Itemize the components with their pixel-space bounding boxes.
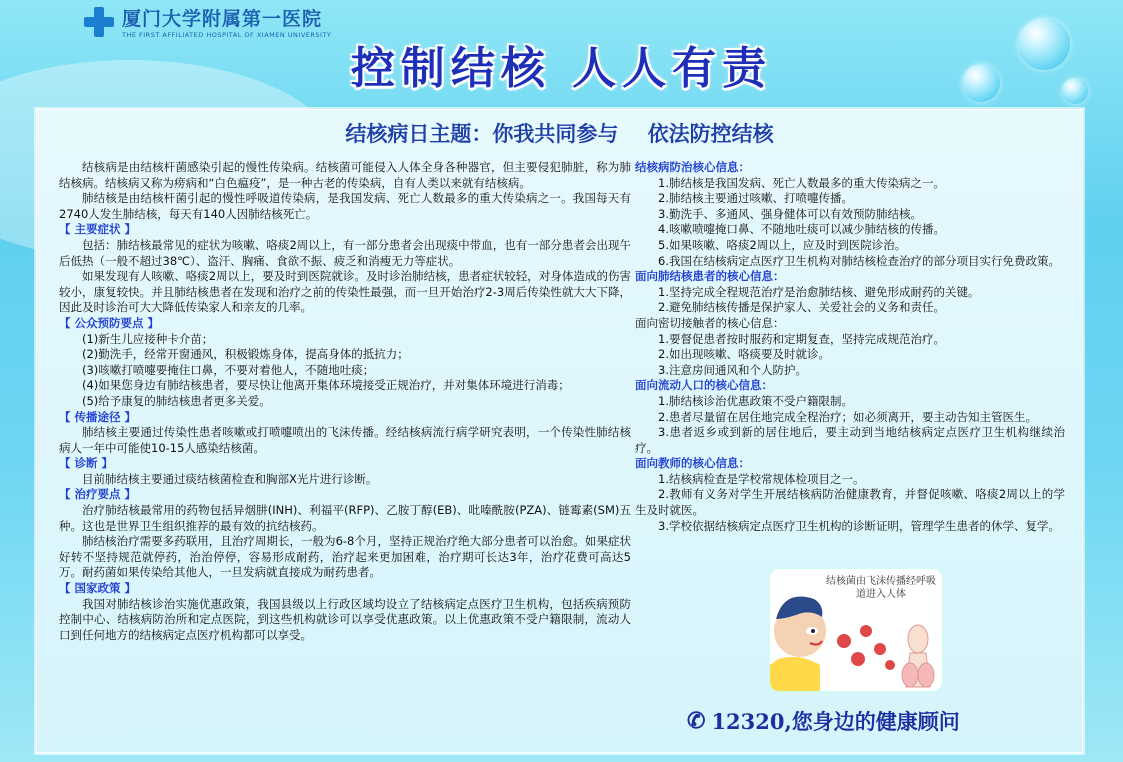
contacts-info-item: 1.要督促患者按时服药和定期复查，坚持完成规范治疗。 xyxy=(658,331,945,346)
illustration-caption: 结核菌由飞沫传播经呼吸道进入人体 xyxy=(826,576,936,600)
main-title: 控制结核 人人有责 xyxy=(350,43,773,94)
diagnosis-paragraph: 目前肺结核主要通过痰结核菌检查和胸部X光片进行诊断。 xyxy=(82,471,378,486)
patients-info-item: 2.避免肺结核传播是保护家人、关爱社会的义务和责任。 xyxy=(658,300,945,315)
floating-info-item: 1.肺结核诊治优惠政策不受户籍限制。 xyxy=(658,393,853,408)
section-heading-treatment: 【 治疗要点 】 xyxy=(59,487,137,502)
policy-paragraph: 我国对肺结核诊治实施优惠政策，我国县级以上行政区域均设立了结核病定点医疗卫生机构，包括疾病预防控制中心、结核病防治所和定点医院，到这些机构就诊可以享受优惠政策。以上优惠政策不受户籍限制，流动人口到任何地方的结核病定点医疗机构都可以享受。 xyxy=(59,596,631,642)
heading-core-info: 结核病防治核心信息： xyxy=(635,160,750,174)
heading-patients-info: 面向肺结核患者的核心信息： xyxy=(635,269,785,284)
prevention-item: (3)咳嗽打喷嚏要掩住口鼻，不要对着他人，不随地吐痰； xyxy=(82,362,375,377)
core-info-item: 6.我国在结核病定点医疗卫生机构对肺结核检查治疗的部分项目实行免费政策。 xyxy=(658,253,1060,268)
content-panel xyxy=(36,109,1083,753)
floating-info-item: 2.患者尽量留在居住地完成全程治疗；如必须离开，要主动告知主管医生。 xyxy=(658,409,1037,424)
transmission-paragraph: 肺结核主要通过传染性患者咳嗽或打喷嚏喷出的飞沫传播。经结核病流行病学研究表明，一个传染性肺结核病人一年中可能使10-15人感染结核菌。 xyxy=(59,425,631,455)
treatment-paragraph-1: 治疗肺结核最常用的药物包括异烟肼(INH)、利福平(RFP)、乙胺丁醇(EB)、吡嗪酰胺(PZA)、链霉素(SM)五种。这也是世界卫生组织推荐的最有效的抗结核药。 xyxy=(59,503,631,533)
hospital-name-cn: 厦门大学附属第一医院 xyxy=(122,8,323,30)
floating-info-item: 3.患者返乡或到新的居住地后，要主动到当地结核病定点医疗卫生机构继续治疗。 xyxy=(635,425,1065,455)
heading-teachers-info: 面向教师的核心信息： xyxy=(635,456,750,471)
teachers-info-item: 2.教师有义务对学生开展结核病防治健康教育，并督促咳嗽、咯痰2周以上的学生及时就医。 xyxy=(635,487,1065,518)
left-column xyxy=(59,160,631,643)
contacts-info-item: 2.如出现咳嗽、咯痰要及时就诊。 xyxy=(658,347,830,362)
treatment-paragraph-2: 肺结核治疗需要多药联用，且治疗周期长，一般为6-8个月，坚持正规治疗绝大部分患者可以治愈。如果症状好转不坚持规范就停药，治治停停，容易形成耐药，治疗起来更加困难，治疗期可长达3年，治疗花费可高达5万。耐药菌如果传染给其他人，一旦发病就直接成为耐药患者。 xyxy=(59,534,631,580)
teachers-info-item: 1.结核病检查是学校常规体检项目之一。 xyxy=(658,471,865,486)
health-hotline xyxy=(687,706,960,736)
core-info-item: 3.勤洗手、多通风、强身健体可以有效预防肺结核。 xyxy=(658,206,922,221)
heading-floating-info: 面向流动人口的核心信息： xyxy=(635,378,773,393)
core-info-item: 1.肺结核是我国发病、死亡人数最多的重大传染病之一。 xyxy=(658,175,945,190)
teachers-info-item: 3.学校依据结核病定点医疗卫生机构的诊断证明，管理学生患者的休学、复学。 xyxy=(658,518,1060,533)
core-info-item: 2.肺结核主要通过咳嗽、打喷嚏传播。 xyxy=(658,191,853,206)
hospital-name-en: THE FIRST AFFILIATED HOSPITAL OF XIAMEN UNIVERSITY xyxy=(122,31,332,39)
right-column xyxy=(635,160,1065,534)
heading-contacts-info: 面向密切接触者的核心信息： xyxy=(635,315,785,330)
section-heading-diagnosis: 【 诊断 】 xyxy=(59,456,114,471)
symptoms-paragraph-1: 包括：肺结核最常见的症状为咳嗽、咯痰2周以上，有一部分患者会出现痰中带血，也有一部分患者会出现午后低热（一般不超过38℃）、盗汗、胸痛、食欲不振、疲乏和消瘦无力等症状。 xyxy=(59,237,631,268)
phone-icon: ✆ xyxy=(687,708,706,734)
core-info-item: 4.咳嗽喷嚏掩口鼻、不随地吐痰可以减少肺结核的传播。 xyxy=(658,222,945,237)
section-heading-transmission: 【 传播途径 】 xyxy=(59,409,137,424)
patients-info-item: 1.坚持完成全程规范治疗是治愈肺结核、避免形成耐药的关键。 xyxy=(658,284,980,299)
droplet-transmission-illustration xyxy=(769,568,943,692)
prevention-item: (4)如果您身边有肺结核患者，要尽快让他离开集体环境接受正规治疗，并对集体环境进行消毒； xyxy=(82,378,570,393)
contacts-info-item: 3.注意房间通风和个人防护。 xyxy=(658,362,807,377)
section-heading-policy: 【 国家政策 】 xyxy=(59,581,137,596)
subtitle: 结核病日主题：你我共同参与 依法防控结核 xyxy=(345,121,774,146)
core-info-item: 5.如果咳嗽、咯痰2周以上，应及时到医院诊治。 xyxy=(658,237,907,252)
section-heading-symptoms: 【 主要症状 】 xyxy=(59,222,137,237)
symptoms-paragraph-2: 如果发现有人咳嗽、咯痰2周以上，要及时到医院就诊。及时诊治肺结核，患者症状较轻，对身体造成的伤害较小，康复较快。并且肺结核患者在发现和治疗之前的传染性最强，而一旦开始治疗2-3周后传染性就大大下降，因此及时诊治可大大降低传染家人和亲友的几率。 xyxy=(59,269,631,315)
intro-paragraph-1: 结核病是由结核杆菌感染引起的慢性传染病。结核菌可能侵入人体全身各种器官，但主要侵犯肺脏，称为肺结核病。结核病又称为痨病和“白色瘟疫”，是一种古老的传染病，自有人类以来就有结核病。 xyxy=(59,160,631,190)
section-heading-prevention: 【 公众预防要点 】 xyxy=(59,315,160,330)
intro-paragraph-2: 肺结核是由结核杆菌引起的慢性呼吸道传染病，是我国发病、死亡人数最多的重大传染病之一。我国每天有2740人发生肺结核，每天有140人因肺结核死亡。 xyxy=(59,191,631,221)
hotline-text: 12320,您身边的健康顾问 xyxy=(711,709,960,734)
prevention-item: (5)给予康复的肺结核患者更多关爱。 xyxy=(82,393,271,408)
prevention-item: (2)勤洗手，经常开窗通风，积极锻炼身体，提高身体的抵抗力； xyxy=(82,347,409,362)
prevention-item: (1)新生儿应接种卡介苗； xyxy=(82,331,214,346)
